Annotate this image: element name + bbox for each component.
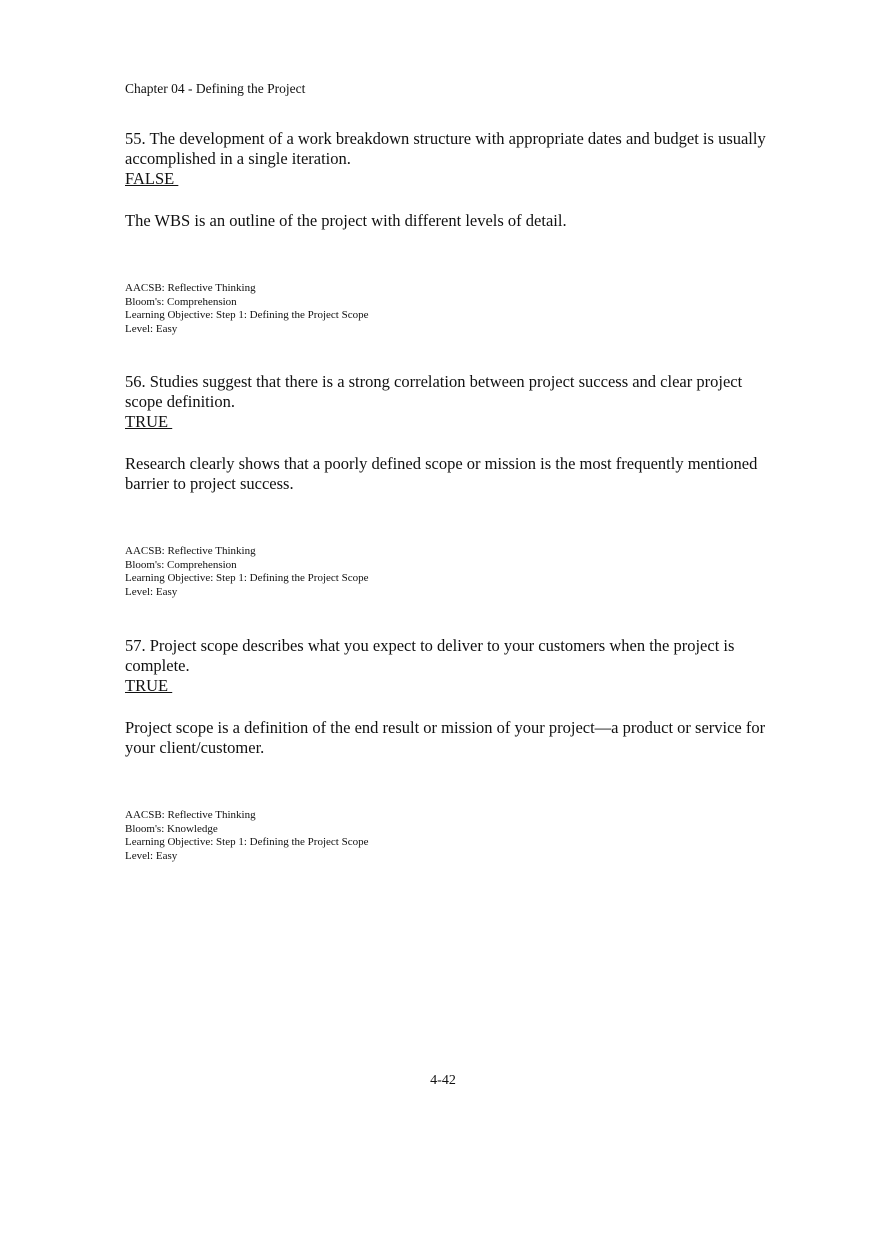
blooms-tag: Bloom's: Comprehension <box>125 558 237 571</box>
learning-objective: Learning Objective: Step 1: Defining the Project Scope <box>125 572 369 584</box>
blooms-tag: Bloom's: Comprehension <box>125 295 237 308</box>
question-text: 56. Studies suggest that there is a strong correlation between project success and clear project scope definition. <box>125 372 743 411</box>
question-metadata <box>125 282 780 336</box>
explanation: Project scope is a definition of the end result or mission of your project—a product or service for your client/customer. <box>125 718 766 757</box>
learning-objective: Learning Objective: Step 1: Defining the Project Scope <box>125 309 369 321</box>
aacsb-tag: AACSB: Reflective Thinking <box>125 809 256 821</box>
difficulty-level: Level: Easy <box>125 585 178 598</box>
answer: TRUE <box>125 412 173 431</box>
page-number: 4-42 <box>430 1073 456 1088</box>
blooms-tag: Bloom's: Knowledge <box>125 822 218 835</box>
question-text: 57. Project scope describes what you expect to deliver to your customers when the project is complete. <box>125 636 735 675</box>
chapter-header: Chapter 04 - Defining the Project <box>125 81 306 96</box>
learning-objective: Learning Objective: Step 1: Defining the Project Scope <box>125 836 369 848</box>
question-block-56 <box>125 372 780 599</box>
aacsb-tag: AACSB: Reflective Thinking <box>125 545 256 557</box>
difficulty-level: Level: Easy <box>125 849 178 862</box>
question-block-57 <box>125 636 780 863</box>
answer: FALSE <box>125 169 179 188</box>
answer: TRUE <box>125 676 173 695</box>
question-block-55 <box>125 129 780 336</box>
question-metadata <box>125 545 780 599</box>
aacsb-tag: AACSB: Reflective Thinking <box>125 282 256 294</box>
question-metadata <box>125 809 780 863</box>
explanation: Research clearly shows that a poorly defined scope or mission is the most frequently mentioned barrier to project success. <box>125 454 758 493</box>
explanation: The WBS is an outline of the project with different levels of detail. <box>125 211 567 230</box>
difficulty-level: Level: Easy <box>125 322 178 335</box>
question-text: 55. The development of a work breakdown structure with appropriate dates and budget is usually accomplished in a single iteration. <box>125 129 766 168</box>
